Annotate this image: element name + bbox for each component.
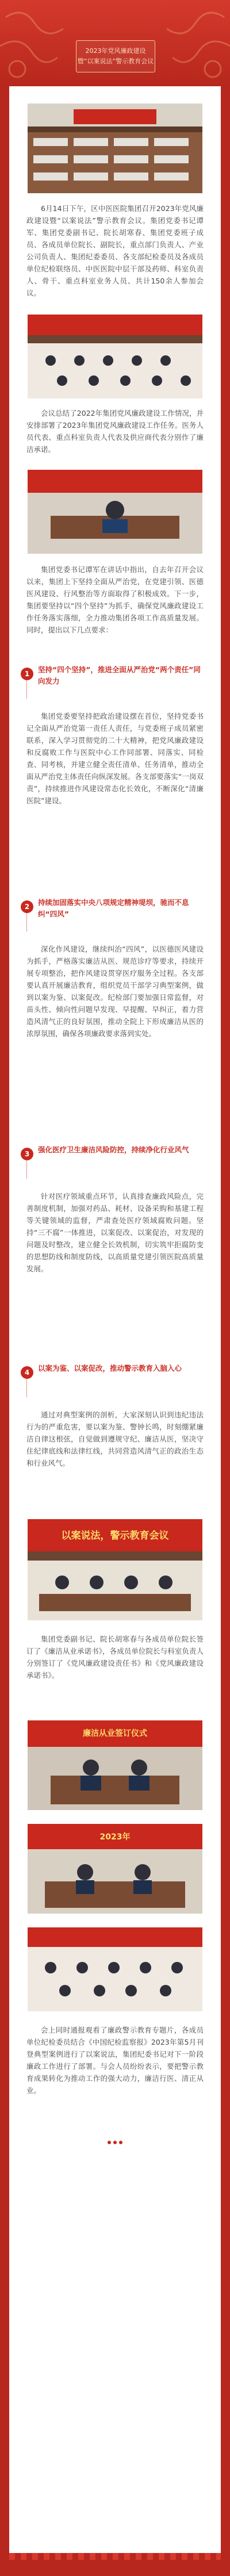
intro-paragraph: 6月14日下午，区中医医院集团召开2023年党风廉政建设暨“以案说法”警示教育会议。集团党委书记谭军、集团党委副书记、院长胡寒春、集团党委班子成员、各成员单位院长、副院长，重点部门负责人、产业公司负责人、集团纪委委员、各支部纪检委员及各成员单位纪检联络员、中医医院中层干部及药师、科室负责人、骨干、重点科室业务人员、共计150余人参加会议。 (26, 204, 204, 297)
section-2-paragraph: 深化作风建设，继续纠治“四风”，以医德医风建设为抓手，严格落实廉洁从医、规范诊疗等要求，持续开展专项整治，把作风建设贯穿医疗服务全过程。各支部要认真开展廉洁教育，组织党员干部学习典型案例，做到以案为鉴、以案促改。纪检部门要加强日常监督，对苗头性、倾向性问题早发现、早提醒、早纠正，着力营造风清气正的良好氛围，推动全院上下形成廉洁从医的浓厚氛围，确保各项廉政要求落到实处。 (26, 945, 204, 1038)
section-4-title: 以案为鉴、以案促改，推动警示教育入脑入心 (38, 1364, 182, 1373)
bottom-decorative-bar (9, 2553, 221, 2560)
cloud-pattern-left (0, 0, 69, 86)
section-4-number: 4 (21, 1366, 33, 1379)
section-1-heading (21, 664, 210, 701)
photo-5-banner-text: 廉洁从业签订仪式 (83, 1729, 147, 1738)
banner-title (76, 40, 155, 72)
header-banner (0, 0, 230, 86)
section-2-heading (21, 897, 210, 934)
speaker-photo (26, 469, 204, 555)
section-3-number: 3 (21, 1148, 33, 1160)
closing-paragraph: 会上同时通报观看了廉政警示教育专题片，各成员单位纪检委员结合《中国纪检监察报》2023年第5月刊登典型案例进行了以案说法，集团纪委书记对下一阶段廉政工作进行了部署。与会人员纷纷表示，要把警示教育成果转化为推动工作的强大动力，廉洁行医、清正从业。 (26, 2026, 204, 2095)
meeting-photo-1 (26, 102, 204, 194)
meeting-photo-2 (26, 313, 204, 400)
section-1-title: 坚持“四个坚持”，推进全面从严治党“两个责任”同向发力 (38, 665, 201, 685)
section-4-heading (21, 1363, 210, 1400)
section-2-number: 2 (21, 900, 33, 913)
end-divider-icon (106, 2139, 124, 2146)
section-3-paragraph: 针对医疗领域重点环节，认真排查廉政风险点，完善制度机制，加强对药品、耗材、设备采购和基建工程等关键领域的监督，严肃查处医疗领域腐败问题。坚持“三不腐”一体推进，以案促改、以案促治，对发现的问题及时整改，建立健全长效机制，切实筑牢拒腐防变的思想防线和制度防线，以高质量党建引领医院高质量发展。 (26, 1192, 204, 1273)
secretary-speech-paragraph: 集团党委书记谭军在讲话中指出，自去年召开会议以来，集团上下坚持全面从严治党，在党建引领、医德医风建设、行风整治等方面取得了积极成效。下一步，集团要坚持以“四个坚持”为抓手，确保党风廉政建设工作任务落实落细，全力推动集团各项工作高质量发展。同时，提出以下几点要求： (26, 565, 204, 634)
section-1-number: 1 (21, 668, 33, 680)
audience-photo (26, 1926, 204, 2012)
section-3-heading (21, 1144, 210, 1181)
banner-title-line2: 暨“以案说法”警示教育会议 (77, 57, 154, 65)
photo-4-banner-text: 以案说法，警示教育会议 (61, 1530, 169, 1542)
signing-photo-2 (26, 1823, 204, 1915)
section-3-title: 强化医疗卫生廉洁风险防控，持续净化行业风气 (38, 1145, 189, 1154)
signing-photo-1 (26, 1719, 204, 1811)
cloud-pattern-right (161, 0, 230, 86)
summary-paragraph: 会议总结了2022年集团党风廉政建设工作情况，并安排部署了2023年集团党风廉政建设工作任务。医务人员代表、重点科室负责人代表及供应商代表分别作了廉洁承诺。 (26, 409, 204, 454)
article-card (9, 86, 221, 2559)
warning-education-photo (26, 1518, 204, 1621)
section-4-paragraph: 通过对典型案例的剖析，大家深刻认识到违纪违法行为的严重危害，要以案为鉴、警钟长鸣，时刻绷紧廉洁自律这根弦，自觉做到遵规守纪、廉洁从医，坚决守住纪律底线和法律红线，共同营造风清气正的政治生态和行业风气。 (26, 1410, 204, 1467)
signing-paragraph: 集团党委副书记、院长胡寒春与各成员单位院长签订了《廉洁从业承诺书》，各成员单位院长与科室负责人分别签订了《党风廉政建设责任书》和《党风廉政建设承诺书》。 (26, 1635, 204, 1680)
section-2-title: 持续加固落实中央八项规定精神堤坝，驰而不息纠“四风” (38, 898, 189, 918)
section-1-paragraph: 集团党委要坚持把政治建设摆在首位，坚持党委书记全面从严治党第一责任人责任，与党委班子成员紧密联系，深入学习贯彻党的二十大精神，把党风廉政建设和反腐败工作与医院中心工作同部署、同落实、同检查、同考核，并建立健全责任清单、任务清单，推动全面从严治党主体责任向纵深发展。各支部要落实“一岗双责”，持续推进作风建设常态化长效化，不断深化“清廉医院”建设。 (26, 712, 204, 805)
banner-title-line1: 2023年党风廉政建设 (85, 47, 146, 55)
photo-6-banner-text: 2023年 (99, 1833, 131, 1842)
